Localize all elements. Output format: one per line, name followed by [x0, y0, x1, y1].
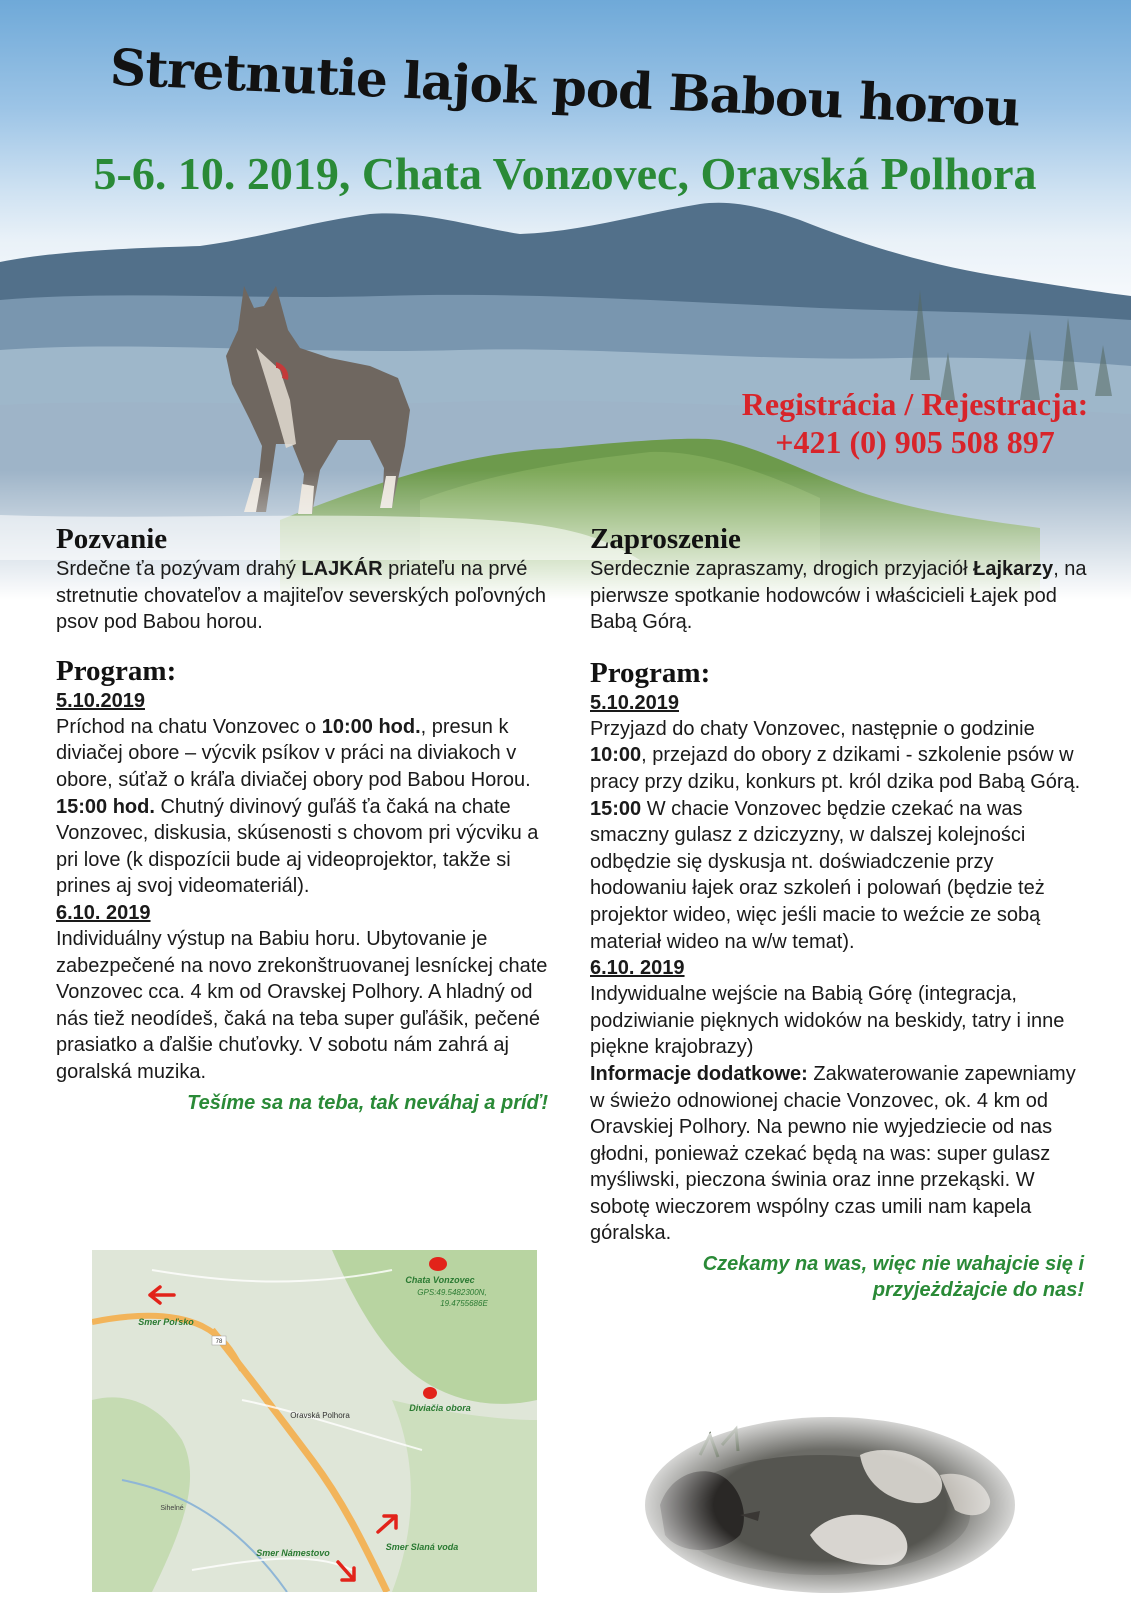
- day1-date-sk: 5.10.2019: [56, 689, 145, 712]
- map-obora-label: Diviačia obora: [409, 1403, 471, 1413]
- map-gps-line2: 19.4755686E: [440, 1299, 488, 1308]
- map-road-number: 78: [215, 1339, 223, 1345]
- closing-pl: Czekamy na was, więc nie wahajcie się i przyjeżdżajcie do nas!: [702, 1253, 1084, 1302]
- chata-marker-icon: [429, 1257, 447, 1271]
- map-slana-label: Smer Slaná voda: [385, 1542, 459, 1552]
- program-heading-pl: Program:: [590, 656, 711, 689]
- map-chata-label: Chata Vonzovec: [405, 1275, 475, 1285]
- polish-column: [590, 522, 1090, 1303]
- day2-text-pl: Indywidualne wejście na Babią Górę (integracja, podziwianie pięknych widoków na beskidy, tatry i inne piękne krajobrazy) Informacje dodatkowe: Zakwaterowanie zapewniamy w świeżo odnowionej chacie Vonzovec, ok. 4 km od Oravskiej Polhory. Na pewno nie wyjedziecie od nas głodni, ponieważ czekać będą na was: super gulasz myśliwski, pieczona świnia oraz inne przekąski. W sobotę wieczorem wspólny czas umili nam kapela góralska.: [590, 983, 1076, 1245]
- obora-marker-icon: [423, 1387, 437, 1399]
- program-heading-sk: Program:: [56, 654, 177, 687]
- registration-phone: +421 (0) 905 508 897: [775, 424, 1055, 460]
- map-town-label: Oravská Polhora: [290, 1411, 350, 1420]
- registration-label: Registrácia / Rejestracja:: [741, 386, 1089, 422]
- location-map: [92, 1250, 537, 1592]
- day1-date-pl: 5.10.2019: [590, 691, 679, 714]
- day2-date-pl: 6.10. 2019: [590, 957, 685, 980]
- day2-date-sk: 6.10. 2019: [56, 901, 151, 924]
- invite-heading-sk: Pozvanie: [56, 523, 168, 555]
- invite-heading-pl: Zaproszenie: [590, 523, 741, 555]
- page-title: Stretnutie lajok pod Babou horou: [108, 37, 1022, 138]
- invite-text-sk: Srdečne ťa pozývam drahý LAJKÁR priateľu na prvé stretnutie chovateľov a majiteľov severských poľovných psov pod Babou horou.: [56, 558, 546, 634]
- day1-text-sk: Príchod na chatu Vonzovec o 10:00 hod., presun k diviačej obore – výcvik psíkov v práci na diviakoch v obore, súťaž o kráľa diviačej obory pod Babou Horou. 15:00 hod. Chutný divinový guľáš ťa čaká na chate Vonzovec, diskusia, skúsenosti s chovom pri výcviku a pri love (k dispozícii bude aj videoprojektor, takže si prines aj svoj videomateriál).: [56, 715, 539, 898]
- invite-text-pl: Serdecznie zapraszamy, drogich przyjaciół Łajkarzy, na pierwsze spotkanie hodowców i właścicieli Łajek pod Babą Górą.: [590, 558, 1087, 634]
- registration-block: [735, 385, 1095, 461]
- day1-text-pl: Przyjazd do chaty Vonzovec, następnie o godzinie 10:00, przejazd do obory z dzikami - szkolenie psów w pracy przy dziku, konkurs pt. król dzika pod Babą Górą. 15:00 W chacie Vonzovec będzie czekać na was smaczny gulasz z dziczyzny, w dalszej kolejności odbędzie się dyskusja nt. doświadczenie przy hodowaniu łajek oraz szkoleń i polowań (będzie też projektor wideo, więc jeśli macie to weźcie ze sobą materiał wideo na w/w temat).: [590, 717, 1081, 953]
- event-subtitle: 5-6. 10. 2019, Chata Vonzovec, Oravská Polhora: [93, 148, 1037, 199]
- map-gps-line1: GPS:49.5482300N,: [417, 1288, 487, 1297]
- dogs-and-boar-photo: [640, 1415, 1020, 1595]
- map-namestovo-label: Smer Námestovo: [256, 1548, 330, 1558]
- slovak-column: [56, 522, 566, 1116]
- day2-text-sk: Individuálny výstup na Babiu horu. Ubytovanie je zabezpečené na novo zrekonštruovanej lesníckej chate Vonzovec cca. 4 km od Oravskej Polhory. A hladný od nás tiež neodídeš, čaká na teba super guľášik, pečené prasiatko a ďalšie chuťovky. V sobotu nám zahrá aj goralská muzika.: [56, 927, 548, 1083]
- map-polsko-label: Smer Poľsko: [138, 1317, 194, 1327]
- map-sihelne-label: Sihelné: [160, 1505, 184, 1512]
- closing-sk: Tešíme sa na teba, tak neváhaj a príď!: [187, 1091, 548, 1114]
